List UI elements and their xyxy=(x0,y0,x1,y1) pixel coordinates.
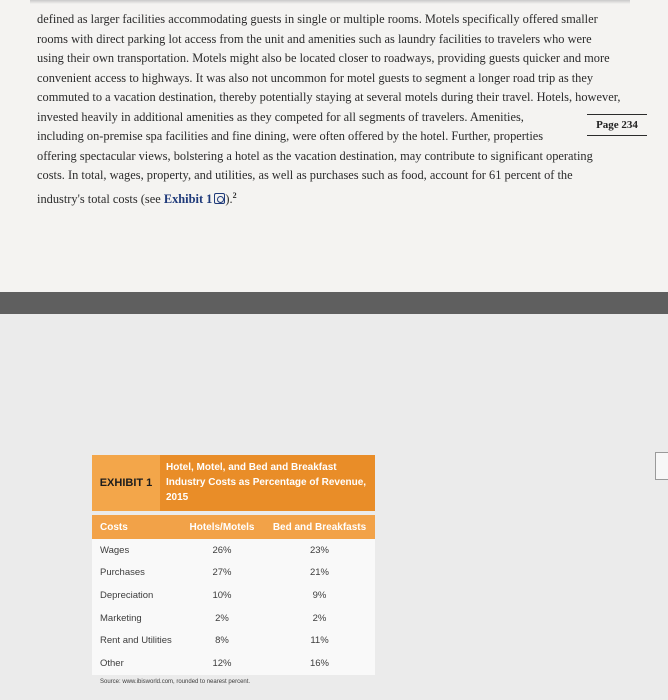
table-source-note: Source: www.ibisworld.com, rounded to nearest percent. xyxy=(92,675,375,687)
bed-breakfast-value: 16% xyxy=(309,657,329,669)
bed-breakfast-value: 21% xyxy=(309,567,329,579)
table-row xyxy=(92,584,375,607)
page-marker: Page 234 xyxy=(587,114,647,136)
cost-category: Depreciation xyxy=(100,589,154,601)
costs-table xyxy=(92,515,375,675)
text-line: offering spectacular views, bolstering a hotel as the vacation destination, may contribute to significant operating xyxy=(37,148,593,163)
table-row xyxy=(92,539,375,562)
column-header-bed-breakfasts: Bed and Breakfasts xyxy=(272,521,367,533)
text-line-last xyxy=(37,186,657,210)
edge-frame xyxy=(655,452,668,480)
text-line: commuted to a vacation destination, thereby potentially staying at several motels during their travel. Hotels, however, xyxy=(37,90,621,104)
cost-category: Purchases xyxy=(100,567,145,579)
column-header-costs: Costs xyxy=(100,521,128,533)
text-line-suffix: ). xyxy=(225,191,233,206)
exhibit-label: EXHIBIT 1 xyxy=(92,455,160,511)
body-paragraph xyxy=(37,10,657,209)
bed-breakfast-value: 23% xyxy=(309,544,329,556)
bed-breakfast-value: 9% xyxy=(312,589,327,601)
bed-breakfast-value: 2% xyxy=(312,612,327,624)
bed-breakfast-value: 11% xyxy=(310,635,329,647)
table-row xyxy=(92,607,375,630)
cost-category: Marketing xyxy=(100,612,142,624)
text-line-prefix: industry's total costs (see xyxy=(37,191,164,206)
text-page xyxy=(0,0,668,292)
footnote-marker[interactable]: 2 xyxy=(232,190,237,200)
exhibit-title: Hotel, Motel, and Bed and Breakfast Industry Costs as Percentage of Revenue, 2015 xyxy=(160,455,375,511)
table-row xyxy=(92,652,375,675)
cost-category: Other xyxy=(100,657,124,669)
text-line: costs. In total, wages, property, and utilities, as well as purchases such as food, account for 61 percent of the xyxy=(37,168,573,182)
hotels-motels-value: 8% xyxy=(215,635,229,647)
cost-category: Rent and Utilities xyxy=(100,635,172,647)
text-line: convenient access to highways. It was also not uncommon for motel guests to segment a longer road trip as they xyxy=(37,70,594,85)
text-line: including on-premise spa facilities and fine dining, were often offered by the hotel. Further, properties xyxy=(37,129,544,143)
exhibit-header xyxy=(92,455,375,511)
column-header-hotels-motels: Hotels/Motels xyxy=(189,521,255,533)
table-row xyxy=(92,629,375,652)
hotels-motels-value: 2% xyxy=(215,612,229,624)
cut-off-line xyxy=(30,0,630,4)
hotels-motels-value: 26% xyxy=(212,544,232,556)
text-line: rooms with direct parking lot access from the unit and amenities such as laundry facilities to travelers who were xyxy=(37,31,592,46)
exhibit-table xyxy=(92,455,375,687)
hotels-motels-value: 10% xyxy=(212,589,232,601)
exhibit-link[interactable]: Exhibit 1 xyxy=(163,191,213,206)
text-line: invested heavily in additional amenities as they competed for all segments of travelers. Amenities, xyxy=(37,109,524,124)
cost-category: Wages xyxy=(100,544,130,556)
page-divider xyxy=(0,292,668,314)
text-line: using their own transportation. Motels might also be located closer to roadways, providing guests quicker and more xyxy=(37,51,610,65)
exhibit-reference-icon[interactable] xyxy=(214,193,225,204)
text-line: defined as larger facilities accommodating guests in single or multiple rooms. Motels specifically offered smaller xyxy=(37,12,598,26)
hotels-motels-value: 12% xyxy=(212,657,232,669)
table-header-row xyxy=(92,515,375,539)
table-row xyxy=(92,562,375,585)
hotels-motels-value: 27% xyxy=(212,567,232,579)
